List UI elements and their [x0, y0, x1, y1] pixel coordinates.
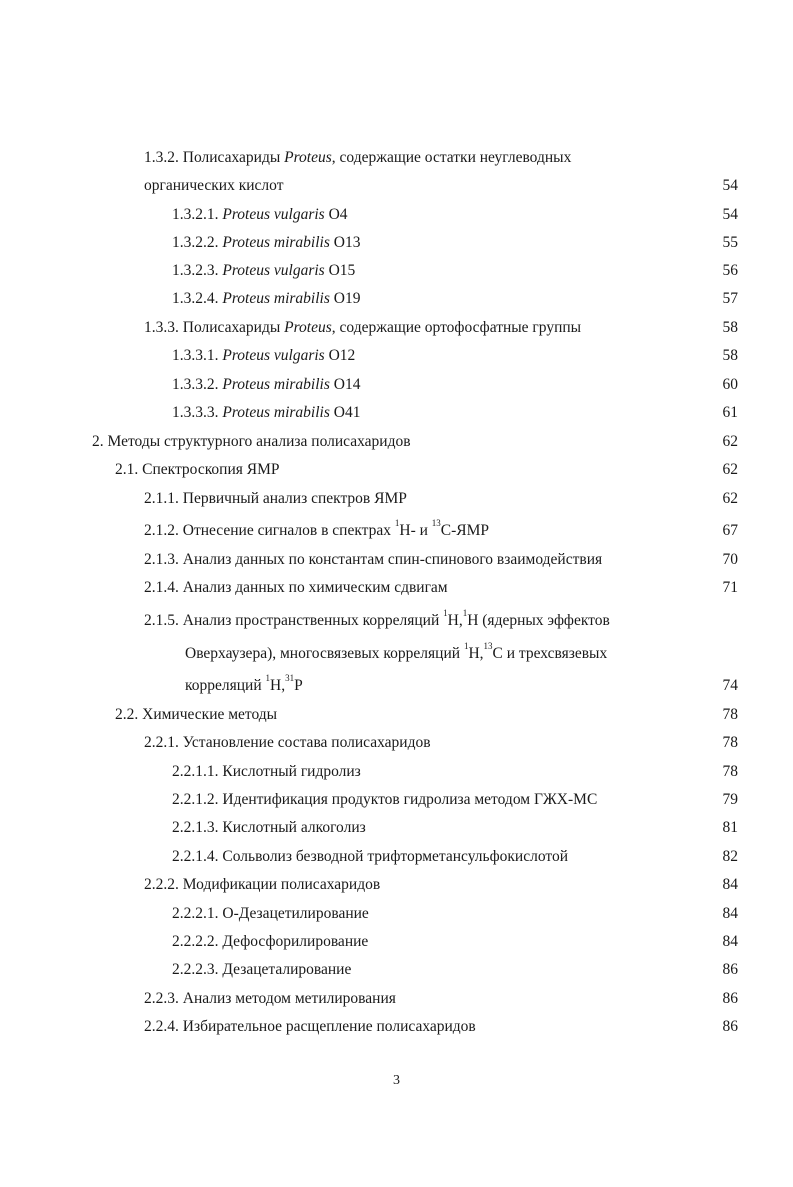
toc-entry-title: 2.1.1. Первичный анализ спектров ЯМР — [144, 490, 407, 507]
toc-page-number: 79 — [722, 791, 738, 808]
toc-entry-title: 2.2.4. Избирательное расщепление полисахаридов — [144, 1018, 476, 1035]
toc-entry-2-2-1-4 — [0, 845, 793, 869]
toc-page-number: 74 — [722, 677, 738, 694]
toc-entry-1-3-2-continued — [0, 174, 793, 198]
toc-entry-title: 2.1.2. Отнесение сигналов в спектрах $^1$H- и $^{13}$C-ЯМР — [144, 518, 490, 539]
toc-entry-title: 1.3.3. Полисахариды Proteus, содержащие ортофосфатные группы — [144, 319, 582, 336]
toc-entry-title: 2.2.3. Анализ методом метилирования — [144, 990, 396, 1007]
toc-entry-2-1-2 — [0, 519, 793, 543]
toc-entry-title: 1.3.3.2. Proteus mirabilis O14 — [172, 376, 361, 393]
toc-entry-title: 2.2.1. Установление состава полисахаридов — [144, 734, 431, 751]
toc-page-number: 78 — [722, 763, 738, 780]
toc-entry-title: 1.3.2.4. Proteus mirabilis O19 — [172, 290, 361, 307]
toc-entry-title: 2. Методы структурного анализа полисахаридов — [92, 433, 411, 450]
toc-page-number: 78 — [722, 706, 738, 723]
toc-page-number: 57 — [722, 290, 738, 307]
toc-entry-2-1-3 — [0, 548, 793, 572]
toc-entry-1-3-2-3 — [0, 259, 793, 283]
toc-entry-2-2-1-2 — [0, 788, 793, 812]
toc-entry-title: 1.3.2.1. Proteus vulgaris O4 — [172, 206, 348, 223]
toc-entry-title: 2.1. Спектроскопия ЯМР — [115, 461, 280, 478]
toc-entry-title: органических кислот — [144, 177, 284, 194]
toc-entry-title: 2.2.1.4. Сольволиз безводной трифторметансульфокислотой — [172, 848, 568, 865]
toc-entry-2-2-2-1 — [0, 902, 793, 926]
toc-entry-2-2-1-3 — [0, 816, 793, 840]
toc-entry-2-2-1 — [0, 731, 793, 755]
toc-entry-2-1 — [0, 458, 793, 482]
toc-page-number: 81 — [722, 819, 738, 836]
toc-page-number: 54 — [722, 177, 738, 194]
toc-entry-title: 2.2.2.3. Дезацеталирование — [172, 961, 352, 978]
toc-page-number: 56 — [722, 262, 738, 279]
toc-page-number: 62 — [722, 461, 738, 478]
toc-entry-title: 2.2.1.3. Кислотный алкоголиз — [172, 819, 366, 836]
toc-entry-2-1-1 — [0, 487, 793, 511]
toc-page-number: 78 — [722, 734, 738, 751]
toc-entry-title: 1.3.3.1. Proteus vulgaris O12 — [172, 347, 356, 364]
toc-entry-1-3-2-4 — [0, 287, 793, 311]
toc-entry-title: 2.1.5. Анализ пространственных корреляций $^1$H,$^1$H (ядерных эффектов — [144, 608, 610, 629]
toc-page-number: 62 — [722, 490, 738, 507]
toc-page-number: 54 — [722, 206, 738, 223]
toc-entry-title: 2.2.2.2. Дефосфорилирование — [172, 933, 369, 950]
toc-entry-title: 2.2.1.2. Идентификация продуктов гидролиза методом ГЖХ-МС — [172, 791, 598, 808]
page-number: 3 — [393, 1073, 400, 1088]
toc-page-number: 62 — [722, 433, 738, 450]
toc-page-number: 86 — [722, 1018, 738, 1035]
toc-entry-title: 1.3.2. Полисахариды Proteus, содержащие остатки неуглеводных — [144, 149, 572, 166]
toc-entry-2-2-2-3 — [0, 958, 793, 982]
toc-page-number: 70 — [722, 551, 738, 568]
toc-entry-title: 2.2. Химические методы — [115, 706, 278, 723]
toc-entry-title: 2.1.3. Анализ данных по константам спин-спинового взаимодействия — [144, 551, 603, 568]
toc-entry-1-3-3-2 — [0, 373, 793, 397]
toc-entry-title: 2.2.1.1. Кислотный гидролиз — [172, 763, 361, 780]
toc-entry-1-3-2 — [0, 146, 793, 170]
toc-page-number: 71 — [722, 579, 738, 596]
toc-page-number: 55 — [722, 234, 738, 251]
toc-entry-title: 2.1.4. Анализ данных по химическим сдвигам — [144, 579, 448, 596]
toc-page-number: 67 — [722, 522, 738, 539]
toc-entry-1-3-3-3 — [0, 401, 793, 425]
toc-entry-1-3-3-1 — [0, 344, 793, 368]
toc-entry-2-2 — [0, 703, 793, 727]
toc-entry-2 — [0, 430, 793, 454]
toc-entry-title: Оверхаузера), многосвязевых корреляций $^1$H,$^{13}$C и трехсвязевых — [185, 641, 608, 662]
toc-entry-title: корреляций $^1$H,$^{31}$P — [185, 673, 303, 694]
toc-entry-2-1-5-continued — [0, 642, 793, 666]
toc-entry-1-3-2-1 — [0, 203, 793, 227]
toc-entry-title: 2.2.2.1. O-Дезацетилирование — [172, 905, 369, 922]
toc-entry-2-2-1-1 — [0, 760, 793, 784]
toc-entry-1-3-3 — [0, 316, 793, 340]
toc-page-number: 86 — [722, 961, 738, 978]
toc-entry-2-1-4 — [0, 576, 793, 600]
toc-entry-2-1-5 — [0, 609, 793, 633]
toc-page-number: 58 — [722, 319, 738, 336]
toc-entry-2-2-2-2 — [0, 930, 793, 954]
toc-page-number: 60 — [722, 376, 738, 393]
toc-page-number: 84 — [722, 905, 738, 922]
toc-entry-title: 1.3.2.3. Proteus vulgaris O15 — [172, 262, 356, 279]
toc-entry-title: 1.3.3.3. Proteus mirabilis O41 — [172, 404, 361, 421]
toc-page-number: 84 — [722, 933, 738, 950]
toc-entry-2-2-2 — [0, 873, 793, 897]
toc-entry-title: 2.2.2. Модификации полисахаридов — [144, 876, 381, 893]
toc-page-number: 58 — [722, 347, 738, 364]
toc-entry-2-2-4 — [0, 1015, 793, 1039]
toc-page-number: 86 — [722, 990, 738, 1007]
toc-page-number: 84 — [722, 876, 738, 893]
toc-entry-title: 1.3.2.2. Proteus mirabilis O13 — [172, 234, 361, 251]
toc-entry-2-1-5-continued — [0, 674, 793, 698]
toc-entry-1-3-2-2 — [0, 231, 793, 255]
toc-page-number: 82 — [722, 848, 738, 865]
toc-entry-2-2-3 — [0, 987, 793, 1011]
toc-page-number: 61 — [722, 404, 738, 421]
